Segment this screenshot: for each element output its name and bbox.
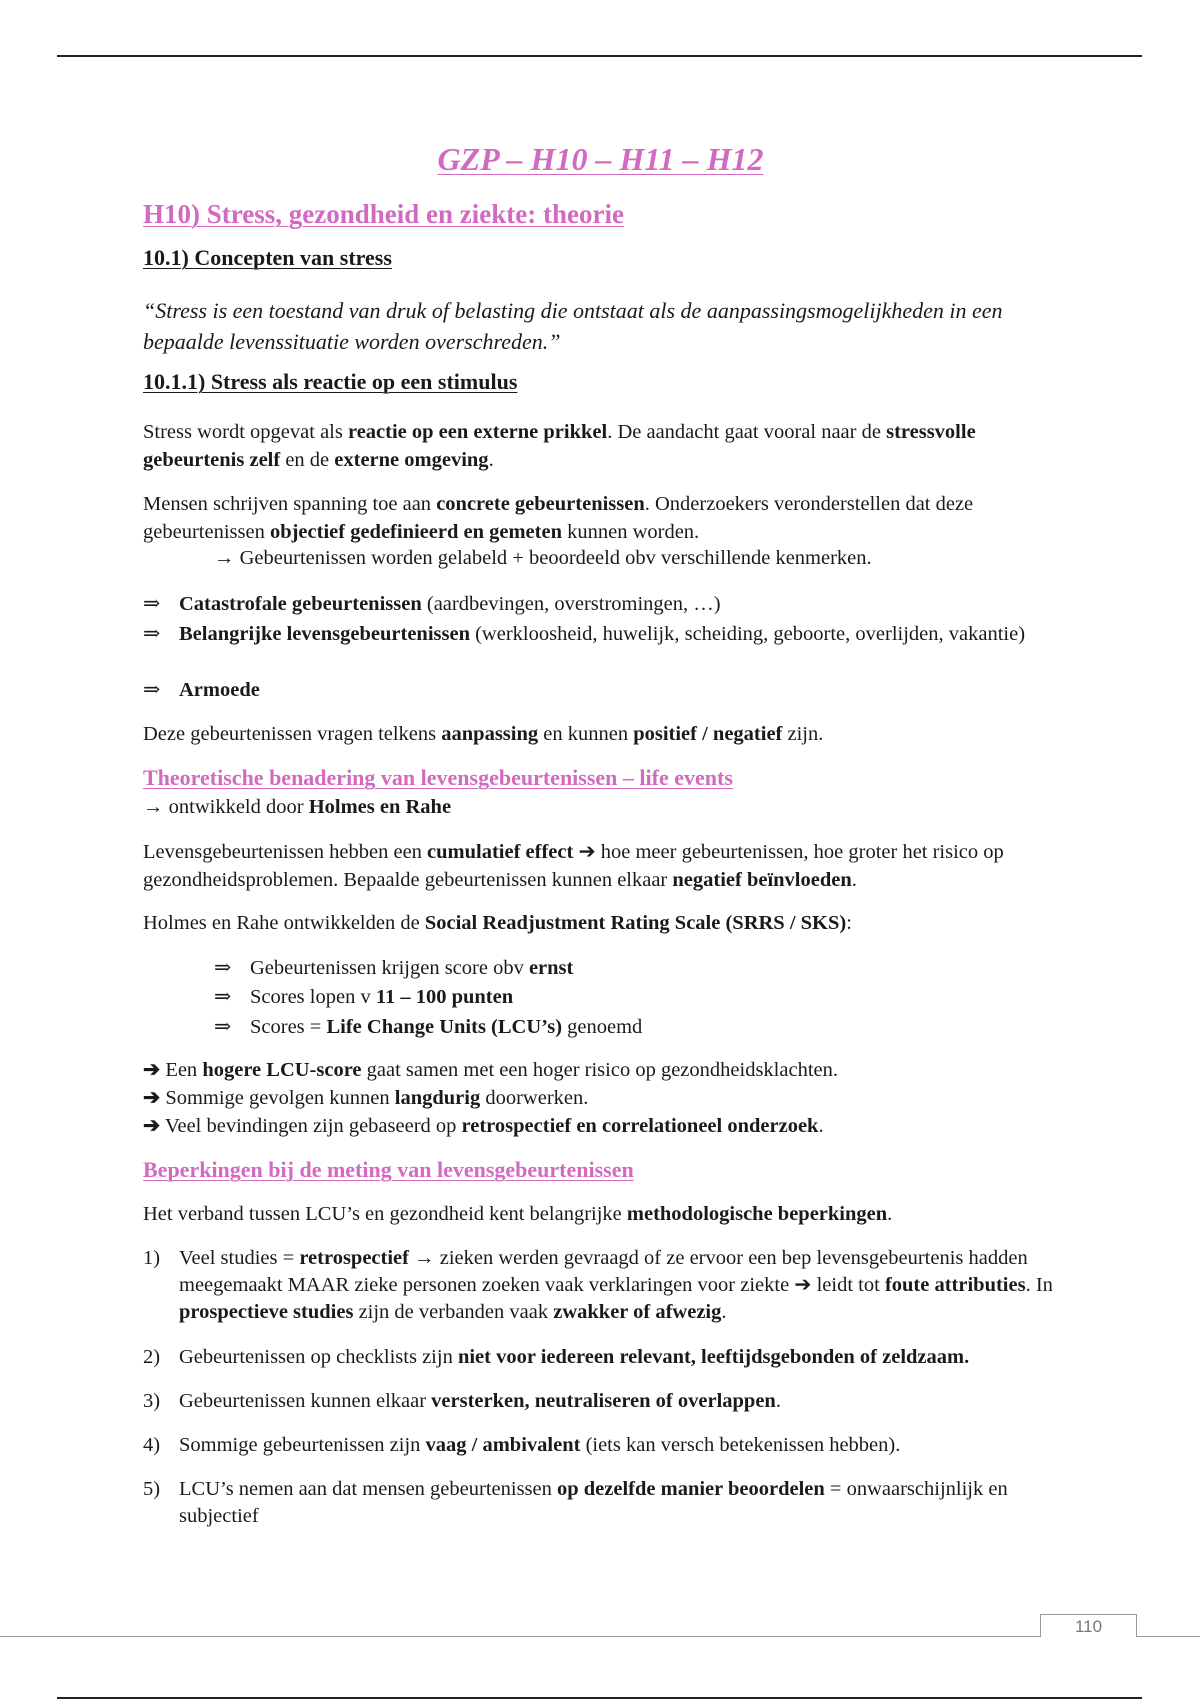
paragraph-adaptation: Deze gebeurtenissen vragen telkens aanpassing en kunnen positief / negatief zijn. bbox=[143, 723, 824, 745]
life-events-heading: Theoretische benadering van levensgebeurtenissen – life events bbox=[143, 765, 733, 790]
paragraph-stimulus: Stress wordt opgevat als reactie op een externe prikkel. De aandacht gaat vooral naar de stressvolle gebeurtenis zelf en de externe omgeving. bbox=[143, 421, 976, 471]
double-arrow-icon: ⇒ bbox=[143, 623, 161, 645]
footer-rule-right bbox=[1137, 1636, 1200, 1637]
double-arrow-icon: ⇒ bbox=[143, 593, 161, 615]
list-item: ⇒ Scores = Life Change Units (LCU’s) genoemd bbox=[214, 1013, 642, 1041]
double-arrow-icon: ⇒ bbox=[214, 986, 232, 1008]
footer-rule-left bbox=[0, 1636, 1040, 1637]
paragraph-concrete-events: Mensen schrijven spanning toe aan concrete gebeurtenissen. Onderzoekers veronderstellen dat deze gebeurtenissen objectief gedefinieerd en gemeten kunnen worden. bbox=[143, 493, 974, 543]
paragraph-srrs: Holmes en Rahe ontwikkelden de Social Readjustment Rating Scale (SRRS / SKS): bbox=[143, 912, 852, 934]
double-arrow-icon: ⇒ bbox=[214, 1016, 232, 1038]
stress-definition-quote: “Stress is een toestand van druk of belasting die ontstaat als de aanpassingsmogelijkheden in een bepaalde levenssituatie worden overschreden.” bbox=[143, 298, 1003, 354]
conclusion-line: ➔ Sommige gevolgen kunnen langdurig doorwerken. bbox=[143, 1087, 589, 1109]
arrow-icon: ➔ bbox=[143, 1087, 161, 1109]
paragraph-cumulative-effect: Levensgebeurtenissen hebben een cumulatief effect ➔ hoe meer gebeurtenissen, hoe groter het risico op gezondheidsproblemen. Bepaalde gebeurtenissen kunnen elkaar negatief beïnvloeden. bbox=[143, 841, 1004, 891]
arrow-note: → Gebeurtenissen worden gelabeld + beoordeeld obv verschillende kenmerken. bbox=[214, 547, 872, 569]
limitations-intro: Het verband tussen LCU’s en gezondheid kent belangrijke methodologische beperkingen. bbox=[143, 1203, 893, 1225]
double-arrow-icon: ⇒ bbox=[143, 679, 161, 701]
limitations-heading: Beperkingen bij de meting van levensgebeurtenissen bbox=[143, 1157, 634, 1182]
arrow-icon: ➔ bbox=[143, 1115, 161, 1137]
document-title: GZP – H10 – H11 – H12 bbox=[437, 141, 764, 177]
double-arrow-icon: ⇒ bbox=[214, 957, 232, 979]
page-number: 110 bbox=[1040, 1614, 1137, 1637]
list-item: ⇒ Scores lopen v 11 – 100 punten bbox=[214, 983, 513, 1011]
conclusion-line: ➔ Een hogere LCU-score gaat samen met een hoger risico op gezondheidsklachten. bbox=[143, 1059, 838, 1081]
list-item: ⇒ Gebeurtenissen krijgen score obv ernst bbox=[214, 954, 573, 982]
developed-by-line: → ontwikkeld door Holmes en Rahe bbox=[143, 796, 452, 818]
section-heading-10-1: 10.1) Concepten van stress bbox=[143, 245, 392, 270]
chapter-heading: H10) Stress, gezondheid en ziekte: theorie bbox=[143, 199, 624, 229]
conclusion-line: ➔ Veel bevindingen zijn gebaseerd op retrospectief en correlationeel onderzoek. bbox=[143, 1115, 824, 1137]
arrow-icon: ➔ bbox=[143, 1059, 161, 1081]
bottom-rule bbox=[57, 1697, 1142, 1699]
section-heading-10-1-1: 10.1.1) Stress als reactie op een stimulus bbox=[143, 369, 518, 394]
top-rule bbox=[57, 55, 1142, 57]
